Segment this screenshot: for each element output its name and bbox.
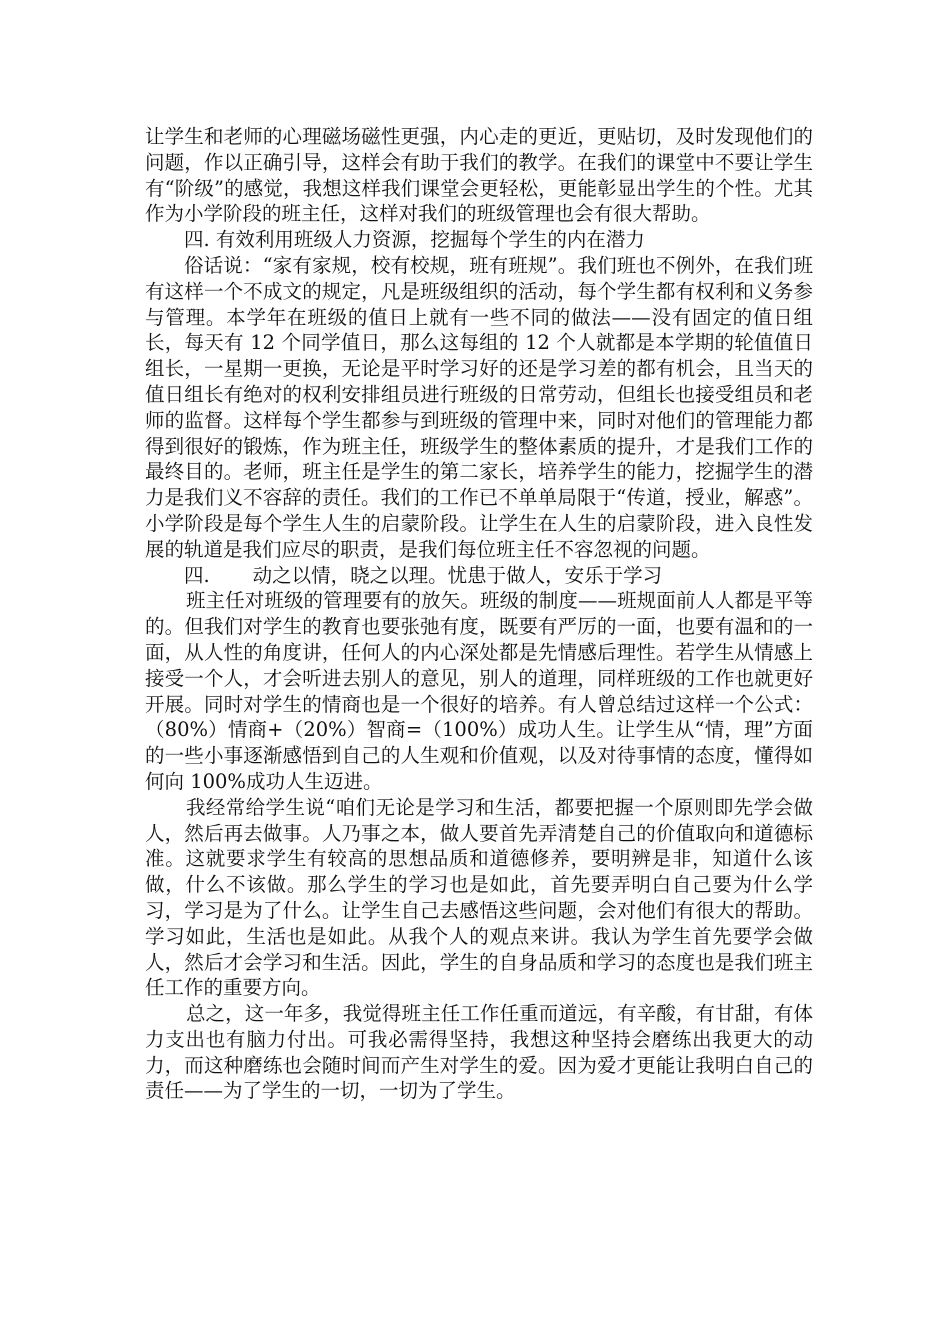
paragraph-emotion-reason: 班主任对班级的管理要有的放矢。班级的制度——班规面前人人都是平等的。但我们对学生的教育也要张弛有度，既要有严厉的一面，也要有温和的一面，从人性的角度讲，任何人的内心深处都是先情感后理性。若学生从情感上接受一个人，才会听进去别人的意见，别人的道理，同样班级的工作也就更好开展。同时对学生的情商也是一个很好的培养。有人曾总结过这样一个公式：（80%）情商+（20%）智商=（100%）成功人生。让学生从“情，理”方面的一些小事逐渐感悟到自己的人生观和价值观，以及对待事情的态度，懂得如何向 100%成功人生迈进。 bbox=[145, 589, 813, 793]
section-heading-number: 四. bbox=[184, 563, 210, 587]
document-body bbox=[145, 124, 813, 1104]
paragraph-continuation: 让学生和老师的心理磁场磁性更强，内心走的更近，更贴切，及时发现他们的问题，作以正确引导，这样会有助于我们的教学。在我们的课堂中不要让学生有“阶级”的感觉，我想这样我们课堂会更轻松，更能彰显出学生的个性。尤其作为小学阶段的班主任，这样对我们的班级管理也会有很大帮助。 bbox=[145, 125, 813, 226]
paragraph-conclusion: 总之，这一年多，我觉得班主任工作任重而道远，有辛酸，有甘甜，有体力支出也有脑力付出。可我必需得坚持，我想这种坚持会磨练出我更大的动力，而这种磨练也会随时间而产生对学生的爱。因为爱才更能让我明白自己的责任——为了学生的一切，一切为了学生。 bbox=[145, 1002, 813, 1103]
paragraph-learn-to-be-human: 我经常给学生说“咱们无论是学习和生活，都要把握一个原则即先学会做人，然后再去做事。人乃事之本，做人要首先弄清楚自己的价值取向和道德标准。这就要求学生有较高的思想品质和道德修养，要明辨是非，知道什么该做，什么不该做。那么学生的学习也是如此，首先要弄明白自己要为什么学习，学习是为了什么。让学生自己去感悟这些问题，会对他们有很大的帮助。学习如此，生活也是如此。从我个人的观点来讲。我认为学生首先要学会做人，然后才会学习和生活。因此，学生的自身品质和学习的态度也是我们班主任工作的重要方向。 bbox=[145, 795, 813, 1000]
section-heading-text: 动之以情，晓之以理。忧患于做人，安乐于学习 bbox=[252, 563, 663, 587]
section-heading-four-b bbox=[145, 563, 813, 589]
paragraph-class-rules: 俗话说：“家有家规，校有校规，班有班规”。我们班也不例外，在我们班有这样一个不成文的规定，凡是班级组织的活动，每个学生都有权利和义务参与管理。本学年在班级的值日上就有一些不同的做法——没有固定的值日组长，每天有 12 个同学值日，那么这每组的 12 个人就都是本学期的轮值值日组长，一星期一更换，无论是平时学习好的还是学习差的都有机会，且当天的值日组长有绝对的权利安排组员进行班级的日常劳动，但组长也接受组员和老师的监督。这样每个学生都参与到班级的管理中来，同时对他们的管理能力都得到很好的锻炼，作为班主任，班级学生的整体素质的提升，才是我们工作的最终目的。老师，班主任是学生的第二家长，培养学生的能力，挖掘学生的潜力是我们义不容辞的责任。我们的工作已不单单局限于“传道，授业，解惑”。小学阶段是每个学生人生的启蒙阶段。让学生在人生的启蒙阶段，进入良性发展的轨道是我们应尽的职责，是我们每位班主任不容忽视的问题。 bbox=[145, 253, 813, 561]
section-heading-four-a: 四. 有效利用班级人力资源，挖掘每个学生的内在潜力 bbox=[184, 228, 645, 252]
